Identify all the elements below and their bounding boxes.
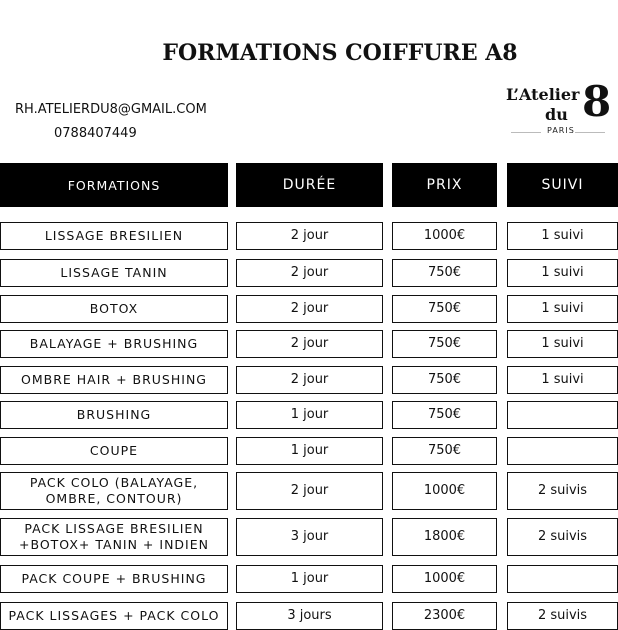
cell-formation: BRUSHING (0, 401, 228, 429)
cell-formation: PACK LISSAGE BRESILIEN +BOTOX+ TANIN + INDIEN (0, 518, 228, 556)
cell-duree: 2 jour (236, 259, 383, 287)
logo-number: 8 (582, 77, 612, 126)
logo (503, 76, 615, 142)
header-suivi: SUIVI (507, 163, 618, 207)
cell-prix: 1000€ (392, 472, 497, 510)
contact-email[interactable]: RH.ATELIERDU8@GMAIL.COM (15, 102, 207, 117)
cell-duree: 2 jour (236, 472, 383, 510)
logo-line1: L’Atelier (506, 85, 580, 104)
cell-duree: 1 jour (236, 565, 383, 593)
cell-prix: 1800€ (392, 518, 497, 556)
cell-duree: 2 jour (236, 330, 383, 358)
cell-duree: 2 jour (236, 295, 383, 323)
cell-formation: PACK COUPE + BRUSHING (0, 565, 228, 593)
cell-duree: 1 jour (236, 401, 383, 429)
cell-suivi: 2 suivis (507, 518, 618, 556)
cell-prix: 750€ (392, 401, 497, 429)
logo-rule-left (511, 132, 541, 133)
cell-prix: 2300€ (392, 602, 497, 630)
cell-suivi: 1 suivi (507, 295, 618, 323)
cell-suivi: 1 suivi (507, 330, 618, 358)
cell-prix: 750€ (392, 295, 497, 323)
cell-formation: OMBRE HAIR + BRUSHING (0, 366, 228, 394)
cell-prix: 750€ (392, 330, 497, 358)
logo-city: PARIS (547, 126, 575, 135)
cell-suivi: 1 suivi (507, 259, 618, 287)
cell-formation: PACK LISSAGES + PACK COLO (0, 602, 228, 630)
cell-formation: BOTOX (0, 295, 228, 323)
cell-suivi: 2 suivis (507, 472, 618, 510)
cell-formation: LISSAGE BRESILIEN (0, 222, 228, 250)
cell-suivi: 1 suivi (507, 366, 618, 394)
page-title: FORMATIONS COIFFURE A8 (162, 40, 518, 66)
cell-duree: 2 jour (236, 222, 383, 250)
cell-duree: 3 jour (236, 518, 383, 556)
cell-suivi (507, 565, 618, 593)
cell-formation: PACK COLO (BALAYAGE, OMBRE, CONTOUR) (0, 472, 228, 510)
cell-duree: 2 jour (236, 366, 383, 394)
cell-suivi (507, 437, 618, 465)
header-prix: PRIX (392, 163, 497, 207)
header-formations: FORMATIONS (0, 163, 228, 207)
cell-prix: 750€ (392, 259, 497, 287)
cell-suivi: 2 suivis (507, 602, 618, 630)
cell-prix: 750€ (392, 366, 497, 394)
header-duree: DURÉE (236, 163, 383, 207)
cell-formation: COUPE (0, 437, 228, 465)
cell-formation: LISSAGE TANIN (0, 259, 228, 287)
cell-prix: 1000€ (392, 565, 497, 593)
logo-line2: du (545, 105, 568, 124)
cell-duree: 1 jour (236, 437, 383, 465)
logo-rule-right (575, 132, 605, 133)
cell-prix: 1000€ (392, 222, 497, 250)
cell-suivi (507, 401, 618, 429)
contact-phone[interactable]: 0788407449 (54, 126, 137, 141)
cell-suivi: 1 suivi (507, 222, 618, 250)
cell-formation: BALAYAGE + BRUSHING (0, 330, 228, 358)
cell-duree: 3 jours (236, 602, 383, 630)
cell-prix: 750€ (392, 437, 497, 465)
